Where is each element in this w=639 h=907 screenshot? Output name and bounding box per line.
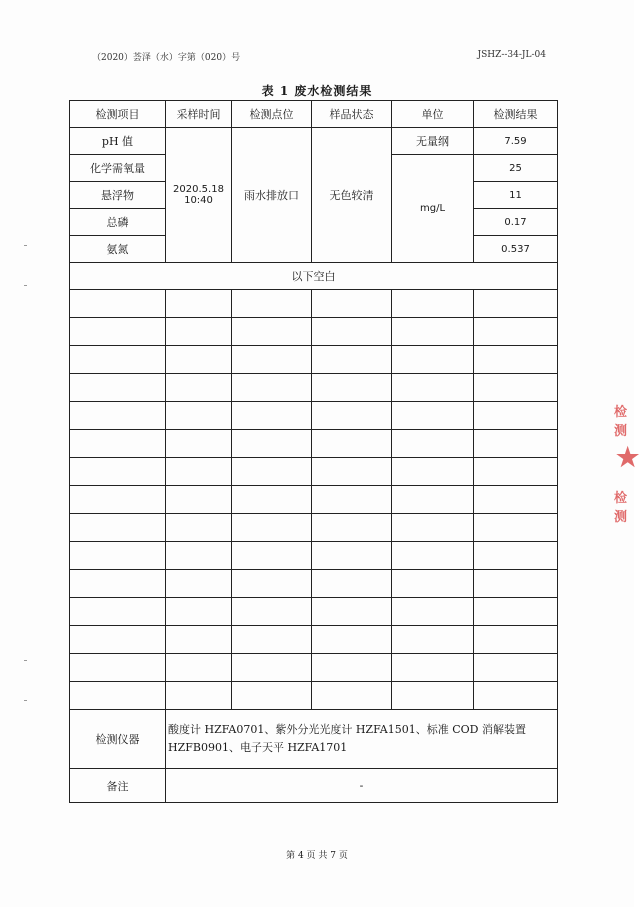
result-cell: 0.537 xyxy=(474,236,558,263)
column-header: 采样时间 xyxy=(166,101,232,128)
document-number: （2020）荟泽（水）字第（020）号 xyxy=(92,53,241,63)
instrument-label: 检测仪器 xyxy=(70,710,166,769)
table-header-row xyxy=(70,101,558,128)
empty-row xyxy=(70,374,558,402)
result-cell: 25 xyxy=(474,155,558,182)
sample-state-cell: 无色较清 xyxy=(312,128,392,263)
unit-cell: 无量纲 xyxy=(392,128,474,155)
scan-mark xyxy=(24,285,27,286)
remark-row xyxy=(70,769,558,803)
empty-row xyxy=(70,654,558,682)
empty-row xyxy=(70,402,558,430)
empty-row xyxy=(70,318,558,346)
remark-label: 备注 xyxy=(70,769,166,803)
stamp-star-icon: ★ xyxy=(616,443,639,473)
scan-mark xyxy=(24,245,27,246)
result-cell: 11 xyxy=(474,182,558,209)
empty-row xyxy=(70,514,558,542)
location-cell: 雨水排放口 xyxy=(232,128,312,263)
result-cell: 0.17 xyxy=(474,209,558,236)
column-header: 单位 xyxy=(392,101,474,128)
unit-cell: mg/L xyxy=(392,155,474,263)
table-title: 表 1 废水检测结果 xyxy=(261,84,373,98)
instrument-row xyxy=(70,710,558,769)
empty-row xyxy=(70,570,558,598)
instrument-text: 酸度计 HZFA0701、紫外分光光度计 HZFA1501、标准 COD 消解装置 HZFB0901、电子天平 HZFA1701 xyxy=(166,710,558,769)
sample-time-cell xyxy=(166,128,232,263)
scan-mark xyxy=(24,700,27,701)
empty-row xyxy=(70,542,558,570)
seal-stamp xyxy=(612,395,639,545)
stamp-text: 检测 xyxy=(614,491,628,525)
empty-row xyxy=(70,486,558,514)
result-cell: 7.59 xyxy=(474,128,558,155)
form-code: JSHZ--34-JL-04 xyxy=(477,50,546,60)
blank-note-row xyxy=(70,263,558,290)
empty-row xyxy=(70,682,558,710)
empty-row xyxy=(70,458,558,486)
item-cell: 总磷 xyxy=(70,209,166,236)
stamp-text: 检测 xyxy=(614,405,628,439)
sample-date: 2020.5.18 xyxy=(173,184,224,195)
item-cell: pH 值 xyxy=(70,128,166,155)
column-header: 检测点位 xyxy=(232,101,312,128)
empty-row xyxy=(70,626,558,654)
empty-row xyxy=(70,290,558,318)
page-number: 第 4 页 共 7 页 xyxy=(286,851,348,861)
item-cell: 氨氮 xyxy=(70,236,166,263)
remark-value: - xyxy=(166,769,558,803)
sample-clock: 10:40 xyxy=(184,195,213,206)
wastewater-results-table xyxy=(69,100,558,803)
empty-row xyxy=(70,430,558,458)
column-header: 检测结果 xyxy=(474,101,558,128)
column-header: 样品状态 xyxy=(312,101,392,128)
blank-note: 以下空白 xyxy=(70,263,558,290)
scan-mark xyxy=(24,660,27,661)
empty-row xyxy=(70,346,558,374)
column-header: 检测项目 xyxy=(70,101,166,128)
item-cell: 化学需氧量 xyxy=(70,155,166,182)
empty-row xyxy=(70,598,558,626)
table-row xyxy=(70,128,558,155)
item-cell: 悬浮物 xyxy=(70,182,166,209)
